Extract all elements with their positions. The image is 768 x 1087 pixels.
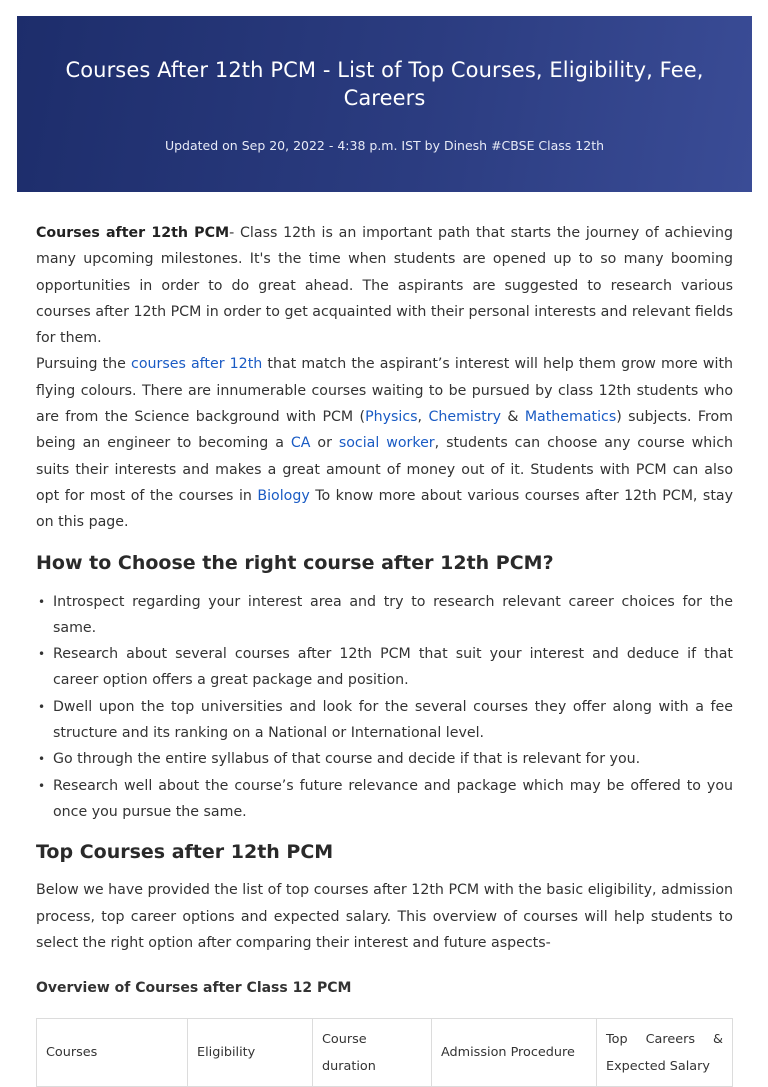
link-social-worker[interactable]: social worker [338, 435, 435, 452]
text-span: To know more about various courses after 12th PCM, stay on this page. [36, 487, 733, 531]
intro-paragraph [36, 220, 733, 351]
list-item: • Introspect regarding your interest area and try to research relevant career choices for the same. [36, 589, 733, 642]
link-biology[interactable]: Biology [257, 487, 310, 504]
heading-top-courses: Top Courses after 12th PCM [36, 841, 334, 864]
table-caption: Overview of Courses after Class 12 PCM [36, 980, 352, 997]
intro-text: - Class 12th is an important path that starts the journey of achieving many upcoming milestones. It's the time when students are opened up to so many booming opportunities in order to do great ahead. The aspirants are suggested to research various courses after 12th PCM in order to get acquainted with their personal interests and relevant fields for them. [36, 225, 733, 347]
table-header-cell: Admission Procedure [432, 1019, 597, 1087]
text-span: Pursuing the [36, 356, 132, 373]
article-header [17, 16, 752, 192]
heading-how-to-choose: How to Choose the right course after 12th PCM? [36, 551, 554, 574]
text-span: ) subjects. From being an engineer to becoming a [36, 409, 733, 452]
article-body [36, 220, 733, 1087]
link-courses-after-12th[interactable]: courses after 12th [131, 356, 263, 373]
intro-bold-lead: Courses after 12th PCM [36, 225, 230, 241]
text-span: , [417, 409, 429, 426]
table-header-row [37, 1019, 733, 1087]
list-item: • Go through the entire syllabus of that course and decide if that is relevant for you. [36, 746, 733, 772]
text-span: , students can choose any course which suits their interests and makes a great amount of money out of it. Students with PCM can also opt for most of the courses in [36, 435, 733, 504]
link-ca[interactable]: CA [290, 435, 311, 452]
choose-list [36, 589, 733, 826]
text-span: that match the aspirant’s interest will help them grow more with flying colours. There are innumerable courses waiting to be pursued by class 12th students who are from the Science background with PCM ( [36, 356, 733, 426]
article-meta: Updated on Sep 20, 2022 - 4:38 p.m. IST by Dinesh #CBSE Class 12th [164, 138, 605, 153]
page-title: Courses After 12th PCM - List of Top Courses, Eligibility, Fee, Careers [65, 58, 704, 110]
text-span: or [310, 435, 339, 452]
pursuing-paragraph [36, 351, 733, 535]
top-courses-paragraph: Below we have provided the list of top courses after 12th PCM with the basic eligibility, admission process, top career options and expected salary. This overview of courses will help students to select the right option after comparing their interest and future aspects- [36, 882, 733, 951]
list-item: • Research well about the course’s future relevance and package which may be offered to you once you pursue the same. [36, 773, 733, 826]
table-header-cell: Course duration [313, 1019, 432, 1087]
table-header-cell: Courses [37, 1019, 188, 1087]
list-item: • Research about several courses after 12th PCM that suit your interest and deduce if that career option offers a great package and position. [36, 641, 733, 694]
link-chemistry[interactable]: Chemistry [428, 409, 502, 426]
text-span: & [501, 409, 525, 426]
link-physics[interactable]: Physics [365, 409, 418, 426]
table-header-cell: Top Careers & Expected Salary [597, 1019, 733, 1087]
table-header-cell: Eligibility [188, 1019, 313, 1087]
courses-table [36, 1018, 733, 1087]
link-mathematics[interactable]: Mathematics [524, 409, 617, 426]
list-item: • Dwell upon the top universities and look for the several courses they offer along with a fee structure and its ranking on a National or International level. [36, 694, 733, 747]
